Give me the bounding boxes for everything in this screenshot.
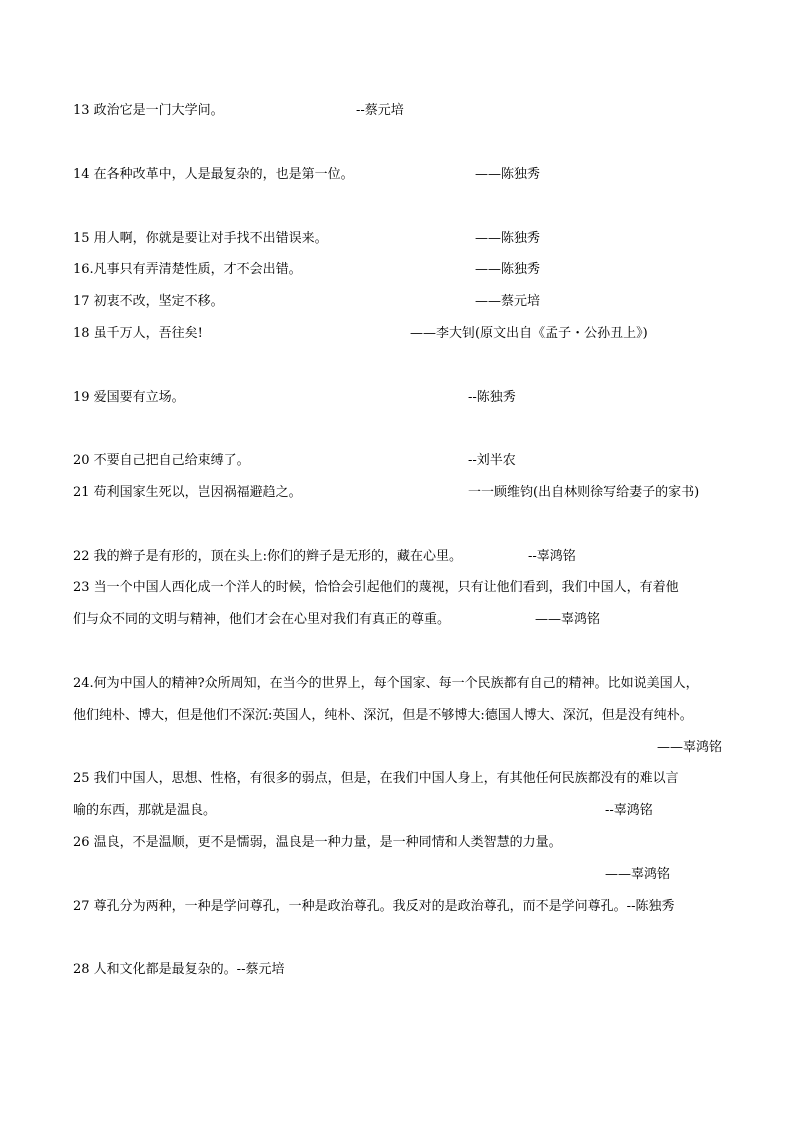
- quote-19-text: 19 爱国要有立场。: [73, 390, 185, 405]
- quote-22-text: 22 我的辫子是有形的，顶在头上:你们的辫子是无形的，藏在心里。: [73, 549, 463, 564]
- quote-15-text: 15 用人啊，你就是要让对手找不出错误来。: [73, 231, 328, 246]
- quote-16-author: ——陈独秀: [475, 262, 541, 277]
- quote-18-text: 18 虽千万人，吾往矣!: [73, 326, 203, 341]
- quote-19-author: --陈独秀: [468, 390, 516, 405]
- quote-25-line2: 喻的东西，那就是温良。: [73, 803, 217, 818]
- quote-24-author: ——辜鸿铭: [656, 740, 722, 755]
- quote-25-author: --辜鸿铭: [605, 803, 653, 818]
- quote-28-text: 28 人和文化都是最复杂的。--蔡元培: [73, 962, 285, 977]
- quote-22-author: --辜鸿铭: [528, 549, 576, 564]
- quote-24-line1: 24.何为中国人的精神?众所周知，在当今的世界上，每个国家、每一个民族都有自己的精神。比如说美国人，: [73, 676, 699, 691]
- quote-14-author: ——陈独秀: [475, 167, 541, 182]
- quote-17-author: ——蔡元培: [475, 294, 541, 309]
- quote-21-text: 21 苟利国家生死以，岂因祸福避趋之。: [73, 485, 302, 500]
- quote-27-text: 27 尊孔分为两种，一种是学问尊孔，一种是政治尊孔。我反对的是政治尊孔，而不是学问尊孔。--陈独秀: [73, 899, 675, 914]
- quote-18-author: ——李大钊(原文出自《孟子・公孙丑上》): [410, 326, 648, 341]
- quote-20-author: --刘半农: [468, 453, 516, 468]
- quote-26-author: ——辜鸿铭: [605, 867, 671, 882]
- quote-14-text: 14 在各种改革中，人是最复杂的，也是第一位。: [73, 167, 354, 182]
- quote-23-line1: 23 当一个中国人西化成一个洋人的时候，恰恰会引起他们的蔑视，只有让他们看到，我们中国人，有着他: [73, 580, 679, 595]
- quote-21-author: 一一顾维钧(出自林则徐写给妻子的家书): [468, 485, 700, 500]
- quote-23-line2: 们与众不同的文明与精神，他们才会在心里对我们有真正的尊重。: [73, 612, 451, 627]
- quote-15-author: ——陈独秀: [475, 231, 541, 246]
- quote-16-text: 16.凡事只有弄清楚性质，才不会出错。: [73, 262, 302, 277]
- quote-24-line2: 他们纯朴、博大，但是他们不深沉:英国人，纯朴、深沉，但是不够博大:德国人博大、深沉，但是没有纯朴。: [73, 708, 693, 723]
- quote-25-line1: 25 我们中国人，思想、性格，有很多的弱点，但是，在我们中国人身上，有其他任何民族都没有的难以言: [73, 771, 679, 786]
- quote-20-text: 20 不要自己把自己给束缚了。: [73, 453, 250, 468]
- quote-26-text: 26 温良，不是温顺，更不是懦弱，温良是一种力量，是一种同情和人类智慧的力量。: [73, 835, 562, 850]
- quote-23-author: ——辜鸿铭: [535, 612, 601, 627]
- quote-13-author: --蔡元培: [356, 103, 404, 118]
- quote-17-text: 17 初衷不改，坚定不移。: [73, 294, 224, 309]
- quote-13-text: 13 政治它是一门大学问。: [73, 103, 224, 118]
